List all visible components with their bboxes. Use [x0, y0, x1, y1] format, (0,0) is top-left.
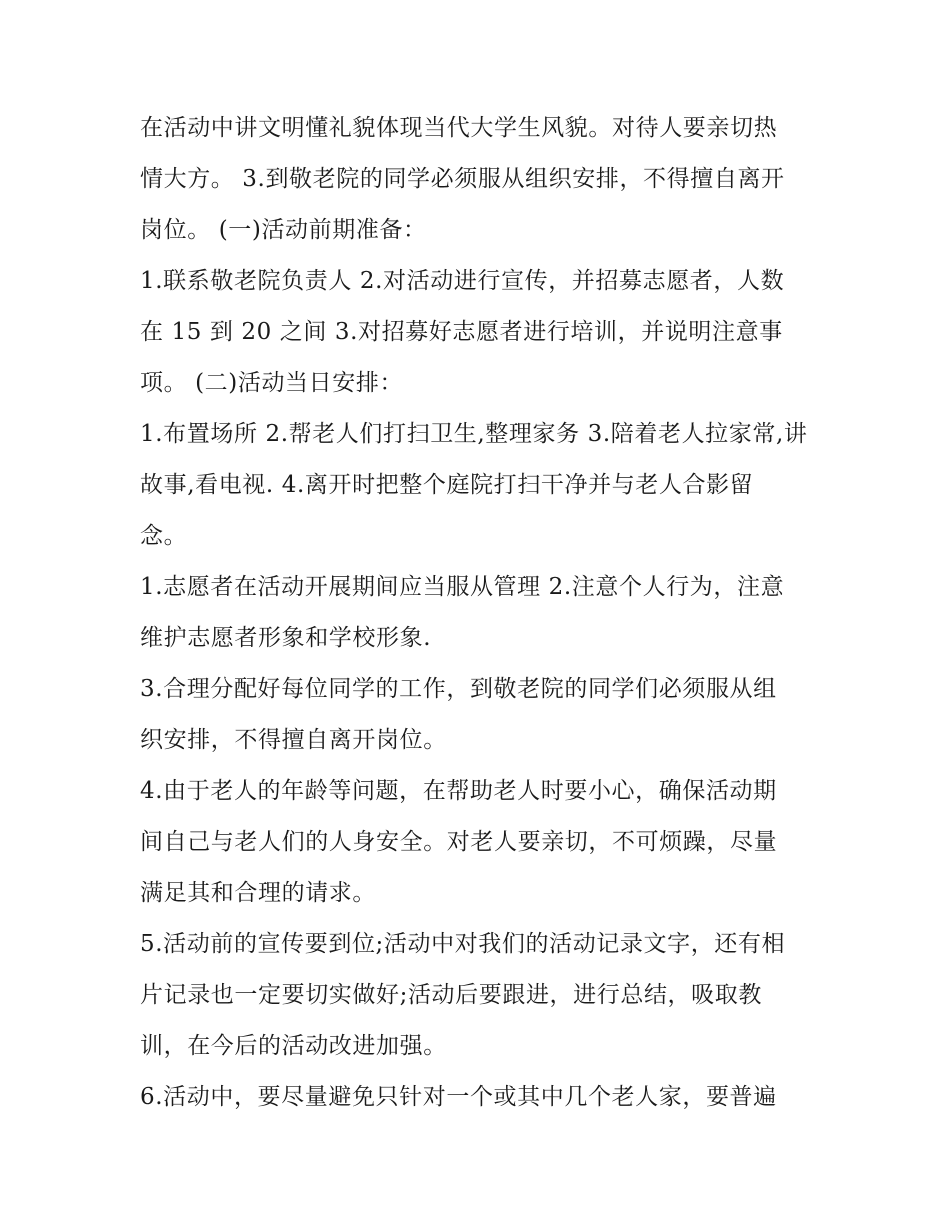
text-line: 项。 (二)活动当日安排： [140, 370, 404, 396]
text-line: 1.志愿者在活动开展期间应当服从管理 2.注意个人行为，注意 [140, 574, 785, 600]
text-line: 1.联系敬老院负责人 2.对活动进行宣传，并招募志愿者，人数 [140, 268, 785, 294]
text-line: 故事,看电视. 4.离开时把整个庭院打扫干净并与老人合影留 [140, 472, 754, 498]
text-line: 1.布置场所 2.帮老人们打扫卫生,整理家务 3.陪着老人拉家常,讲 [140, 421, 808, 447]
text-line: 4.由于老人的年龄等问题，在帮助老人时要小心，确保活动期 [140, 778, 777, 804]
text-line: 岗位。 (一)活动前期准备： [140, 217, 427, 243]
text-line: 6.活动中，要尽量避免只针对一个或其中几个老人家，要普遍 [140, 1084, 777, 1110]
text-line: 片记录也一定要切实做好;活动后要跟进，进行总结，吸取教 [140, 982, 762, 1008]
text-line: 情大方。 3.到敬老院的同学必须服从组织安排，不得擅自离开 [140, 166, 785, 192]
text-line: 在 15 到 20 之间 3.对招募好志愿者进行培训，并说明注意事 [140, 319, 783, 345]
text-line: 满足其和合理的请求。 [140, 880, 376, 906]
text-line: 维护志愿者形象和学校形象. [140, 625, 432, 651]
text-line: 念。 [140, 523, 188, 549]
text-line: 间自己与老人们的人身安全。对老人要亲切，不可烦躁，尽量 [140, 829, 778, 855]
text-line: 3.合理分配好每位同学的工作，到敬老院的同学们必须服从组 [140, 676, 777, 702]
text-line: 在活动中讲文明懂礼貌体现当代大学生风貌。对待人要亲切热 [140, 115, 778, 141]
text-line: 训，在今后的活动改进加强。 [140, 1033, 447, 1059]
text-line: 5.活动前的宣传要到位;活动中对我们的活动记录文字，还有相 [140, 931, 786, 957]
text-line: 织安排，不得擅自离开岗位。 [140, 727, 447, 753]
body-text [140, 103, 820, 1123]
